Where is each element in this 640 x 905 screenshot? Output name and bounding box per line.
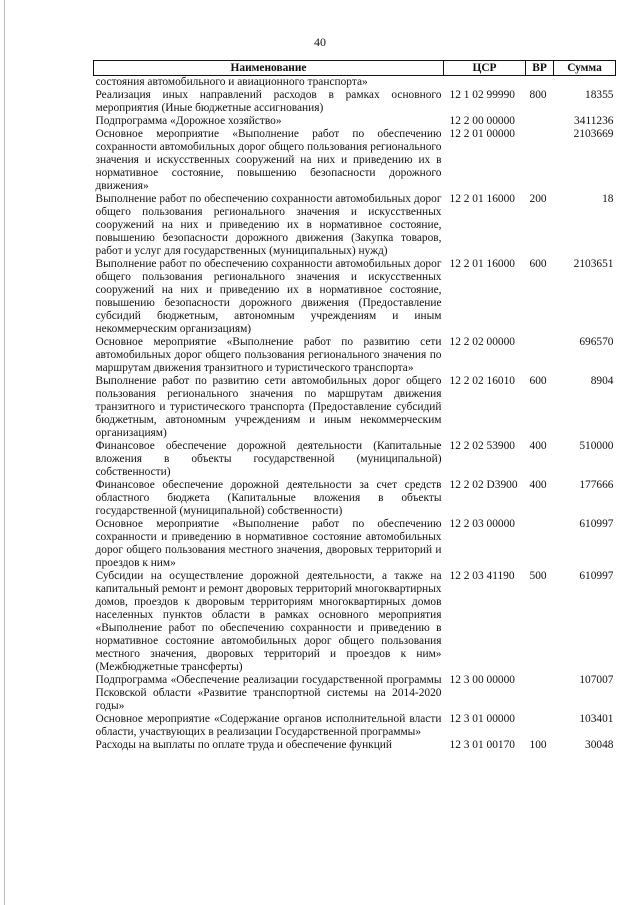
row-sum: 696570	[579, 336, 614, 348]
row-csr: 12 2 03 41190	[449, 570, 515, 582]
row-vr	[526, 115, 554, 128]
row-csr: 12 2 02 53900	[449, 440, 515, 452]
row-csr: 12 3 00 00000	[449, 674, 515, 686]
row-vr: 600	[529, 258, 547, 270]
row-csr: 12 2 02 00000	[449, 336, 515, 348]
row-csr: 12 3 01 00170	[449, 739, 515, 751]
row-name: Финансовое обеспечение дорожной деятельности за счет средств областного бюджета (Капитальные вложения в объекты государственной (муниципальной) собственности)	[95, 479, 442, 517]
table-row	[94, 713, 616, 739]
scan-edge-mark	[4, 0, 5, 905]
row-sum: 3411236	[574, 115, 614, 127]
table-row	[94, 76, 616, 90]
table-row	[94, 375, 616, 440]
row-sum: 510000	[579, 440, 614, 452]
row-name: Основное мероприятие «Выполнение работ по развитию сети автомобильных дорог общего пользования регионального значения по маршрутам движения транзитного и туристического транспорта»	[95, 336, 442, 374]
row-name: Расходы на выплаты по оплате труда и обеспечение функций	[95, 739, 392, 751]
header-vr: ВР	[526, 61, 554, 76]
row-vr	[526, 674, 554, 713]
row-vr	[526, 336, 554, 375]
table-body	[94, 76, 616, 753]
row-sum: 2103651	[573, 258, 614, 270]
row-sum: 610997	[579, 570, 614, 582]
table-row	[94, 674, 616, 713]
table-row	[94, 570, 616, 674]
table-row	[94, 739, 616, 752]
row-sum: 8904	[590, 375, 614, 387]
header-name: Наименование	[94, 61, 444, 76]
row-name: Выполнение работ по обеспечению сохранности автомобильных дорог общего пользования регионального значения и искусственных сооружений на них и приведению их в нормативное состояние, повышению безопасности дорожного движения (Закупка товаров, работ и услуг для государственных (муниципальных) нужд)	[95, 193, 442, 257]
row-vr: 200	[529, 193, 547, 205]
row-csr: 12 1 02 99990	[449, 89, 515, 101]
table-row	[94, 89, 616, 115]
row-vr	[526, 518, 554, 570]
table-row	[94, 115, 616, 128]
row-sum	[554, 76, 616, 90]
row-sum: 18	[602, 193, 614, 205]
row-csr: 12 2 02 D3900	[449, 479, 518, 491]
page-number: 40	[314, 35, 326, 49]
row-csr	[444, 76, 526, 90]
row-vr	[526, 713, 554, 739]
row-name: Подпрограмма «Обеспечение реализации государственной программы Псковской области «Развитие транспортной системы на 2014-2020 годы»	[95, 674, 442, 712]
row-csr: 12 2 01 16000	[449, 258, 515, 270]
budget-table	[93, 60, 616, 752]
row-vr: 100	[529, 739, 547, 751]
row-name: Основное мероприятие «Выполнение работ по обеспечению сохранности и приведению в нормативное состояние автомобильных дорог общего пользования местного значения, дворовых территорий и проездов к ним»	[95, 518, 442, 569]
row-sum: 30048	[585, 739, 614, 751]
row-sum: 610997	[579, 518, 614, 530]
row-name: Реализация иных направлений расходов в рамках основного мероприятия (Иные бюджетные ассигнования)	[95, 89, 442, 114]
row-name: Финансовое обеспечение дорожной деятельности (Капитальные вложения в объекты государственной (муниципальной) собственности)	[95, 440, 442, 478]
row-csr: 12 2 02 16010	[449, 375, 515, 387]
row-sum: 177666	[579, 479, 614, 491]
row-vr: 400	[529, 440, 547, 452]
row-csr: 12 2 03 00000	[449, 518, 515, 530]
row-name: Основное мероприятие «Содержание органов исполнительной власти области, участвующих в реализации Государственной программы»	[95, 713, 442, 738]
row-vr: 800	[529, 89, 547, 101]
table-row	[94, 518, 616, 570]
row-vr: 400	[529, 479, 547, 491]
row-name: Выполнение работ по развитию сети автомобильных дорог общего пользования регионального значения по маршрутам движения транзитного и туристического транспорта (Предоставление субсидий бюджетным, автономным учреждениям и иным некоммерческим организациям)	[95, 375, 442, 439]
row-vr: 600	[529, 375, 547, 387]
table-row	[94, 440, 616, 479]
table-row	[94, 193, 616, 258]
row-name: Субсидии на осуществление дорожной деятельности, а также на капитальный ремонт и ремонт дворовых территорий многоквартирных домов, проездов к дворовым территориям многоквартирных домов населенных пунктов области в рамках основного мероприятия «Выполнение работ по обеспечению сохранности и приведению в нормативное состояние автомобильных дорог общего пользования местного значения, дворовых территорий и проездов к ним» (Межбюджетные трансферты)	[95, 570, 442, 673]
table-row	[94, 479, 616, 518]
row-csr: 12 2 01 00000	[449, 128, 515, 140]
row-vr	[526, 128, 554, 193]
table-header-row	[94, 61, 616, 76]
row-sum: 18355	[585, 89, 614, 101]
table-row	[94, 258, 616, 336]
row-vr	[526, 76, 554, 90]
table-row	[94, 128, 616, 193]
header-sum: Сумма	[554, 61, 616, 76]
row-csr: 12 2 00 00000	[449, 115, 515, 127]
row-name: Подпрограмма «Дорожное хозяйство»	[95, 115, 282, 127]
header-csr: ЦСР	[444, 61, 526, 76]
row-name: Выполнение работ по обеспечению сохранности автомобильных дорог общего пользования регионального значения и искусственных сооружений на них и приведению их в нормативное состояние, повышению безопасности дорожного движения (Предоставление субсидий бюджетным, автономным учреждениям и иным некоммерческим организациям)	[95, 258, 442, 335]
row-sum: 2103669	[573, 128, 614, 140]
row-sum: 107007	[579, 674, 614, 686]
table-row	[94, 336, 616, 375]
row-name: состояния автомобильного и авиационного транспорта»	[94, 76, 444, 90]
row-sum: 103401	[579, 713, 614, 725]
row-vr: 500	[529, 570, 547, 582]
row-csr: 12 2 01 16000	[449, 193, 515, 205]
row-name: Основное мероприятие «Выполнение работ по обеспечению сохранности автомобильных дорог общего пользования регионального значения и искусственных сооружений на них и приведению их в нормативное состояние, повышению безопасности дорожного движения»	[95, 128, 442, 192]
row-csr: 12 3 01 00000	[449, 713, 515, 725]
